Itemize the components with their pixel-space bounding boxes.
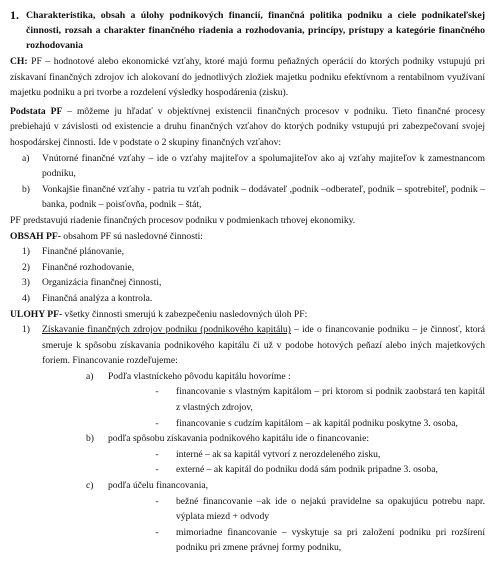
sublist-item: [10, 478, 485, 494]
dash-marker: -: [155, 417, 159, 429]
ch-label: CH:: [10, 56, 28, 67]
podstata-label: Podstata PF: [10, 105, 63, 117]
list-item: [10, 182, 485, 213]
list-item: [10, 322, 485, 369]
bullet-item: [10, 525, 485, 556]
list-marker: b): [86, 433, 94, 445]
ulohy-paragraph: [10, 307, 485, 323]
list-text: Finančné plánovanie,: [42, 246, 125, 258]
podstata-after: PF predstavujú riadenie finančných procesov podniku v podmienkach trhovej ekonomiky.: [10, 214, 356, 226]
underlined-term: Získavanie finančných zdrojov podniku (podnikového kapitálu): [42, 324, 291, 336]
obsah-paragraph: [10, 229, 485, 245]
list-text: financovanie s cudzím kapitálom – ak kapitál podniku poskytne 3. osoba,: [176, 417, 458, 429]
obsah-text: obsahom PF sú nasledovné činnosti:: [60, 230, 203, 242]
list-marker: c): [86, 480, 94, 492]
list-item: [10, 260, 485, 276]
bullet-item: [10, 384, 485, 415]
list-text: financovanie s vlastným kapitálom – pri ktorom si podnik zaobstará ten kapitál z vlastných zdrojov,: [176, 386, 485, 414]
list-text: Finančné rozhodovanie,: [42, 261, 135, 273]
item-text: – ide o financovanie podniku – je činnosť, ktorá smeruje k spôsobu získavania podnikového kapitálu či už v podobe hotových peňazí alebo iných majetkových foriem. Financovanie rozdeľujeme:: [42, 324, 485, 367]
ulohy-label: ULOHY PF-: [10, 308, 63, 320]
list-text: mimoriadne financovanie – vyskytuje sa pri založení podniku pri rozšírení podniku pri zmene právnej formy podniku,: [176, 526, 485, 554]
bullet-item: [10, 447, 485, 463]
list-item: [10, 275, 485, 291]
list-marker: a): [22, 152, 30, 164]
list-item: [10, 244, 485, 260]
list-text: [42, 322, 485, 369]
list-text: podľa spôsobu získavania podnikového kapitálu ide o financovanie:: [108, 433, 369, 445]
dash-marker: -: [155, 464, 159, 476]
list-marker: a): [86, 370, 94, 382]
dash-marker: -: [155, 448, 159, 460]
podstata-list: [10, 151, 485, 213]
list-text: podľa účelu financovania,: [108, 480, 209, 492]
ulohy-text: všetky činnosti smerujú k zabezpečeniu nasledovných úloh PF:: [62, 308, 308, 320]
list-text: Finančná analýza a kontrola.: [42, 292, 153, 304]
obsah-list: [10, 244, 485, 306]
ch-text: PF – hodnotové alebo ekonomické vzťahy, ktoré majú formu peňažných operácií do ktorých podniky vstupujú pri získavaní finančných zdrojov ich alokovaní do jednotlivých zložiek majetku podniku efektívnom a rentabilnom využívaní majetku podniku a pri tvorbe a rozdelení výsledky hospodárenia (zisku).: [10, 56, 485, 99]
list-marker: 1): [22, 246, 30, 258]
list-marker: 1): [22, 324, 30, 336]
bullet-item: [10, 494, 485, 525]
list-text: interné – ak sa kapitál vytvorí z nerozdeleného zisku,: [176, 448, 381, 460]
section-heading: [10, 8, 485, 53]
ch-paragraph: [10, 54, 485, 101]
section-title: Charakteristika, obsah a úlohy podnikových financií, finančná politika podniku a ciele podnikateľskej činnosti, rozsah a charakter finančného riadenia a rozhodovania, princípy, prístupy a kategórie finančného rozhodovania: [26, 10, 485, 51]
dash-marker: -: [155, 386, 159, 398]
obsah-label: OBSAH PF-: [10, 230, 61, 242]
bullet-item: [10, 416, 485, 432]
list-text: Vnútorné finančné vzťahy – ide o vzťahy majiteľov a spolumajiteľov ako aj vzťahy majiteľov k zamestnancom podniku,: [42, 152, 485, 180]
dash-marker: -: [155, 495, 159, 507]
section-number: 1.: [10, 8, 19, 22]
sublist-item: [10, 369, 485, 385]
list-text: bežné financovanie –ak ide o nejakú pravidelne sa opakujúcu potrebu napr. výplata miezd + odvody: [176, 495, 485, 523]
list-item: [10, 151, 485, 182]
list-text: Organizácia finančnej činnosti,: [42, 277, 162, 289]
list-marker: b): [22, 183, 30, 195]
list-marker: 2): [22, 261, 30, 273]
list-text: externé – ak kapitál do podniku dodá sám podnik pripadne 3. osoba,: [176, 464, 438, 476]
list-text: Podľa vlastníckeho pôvodu kapitálu hovoríme :: [108, 370, 291, 382]
bullet-item: [10, 462, 485, 478]
list-text: Vonkajšie finančné vzťahy - patria tu vzťah podnik – dodávateľ ,podnik –odberateľ, podnik – spotrebiteľ, podnik – banka, podnik – poisťovňa, podnik – štát,: [42, 183, 485, 211]
ulohy-list: [10, 322, 485, 556]
list-item: [10, 291, 485, 307]
sublist-item: [10, 431, 485, 447]
podstata-paragraph: [10, 104, 485, 151]
podstata-text: – môžeme ju hľadať v objektívnej existencii finančných procesov v podniku. Tieto finančné procesy prebiehajú v závislosti od existencie a druhu finančných vzťahov do ktorých podniky vstupujú pri zabezpečovaní svojej hospodárskej činnosti. Ide v podstate o 2 skupiny finančných vzťahov:: [10, 105, 485, 148]
list-marker: 4): [22, 292, 30, 304]
dash-marker: -: [155, 526, 159, 538]
list-marker: 3): [22, 277, 30, 289]
